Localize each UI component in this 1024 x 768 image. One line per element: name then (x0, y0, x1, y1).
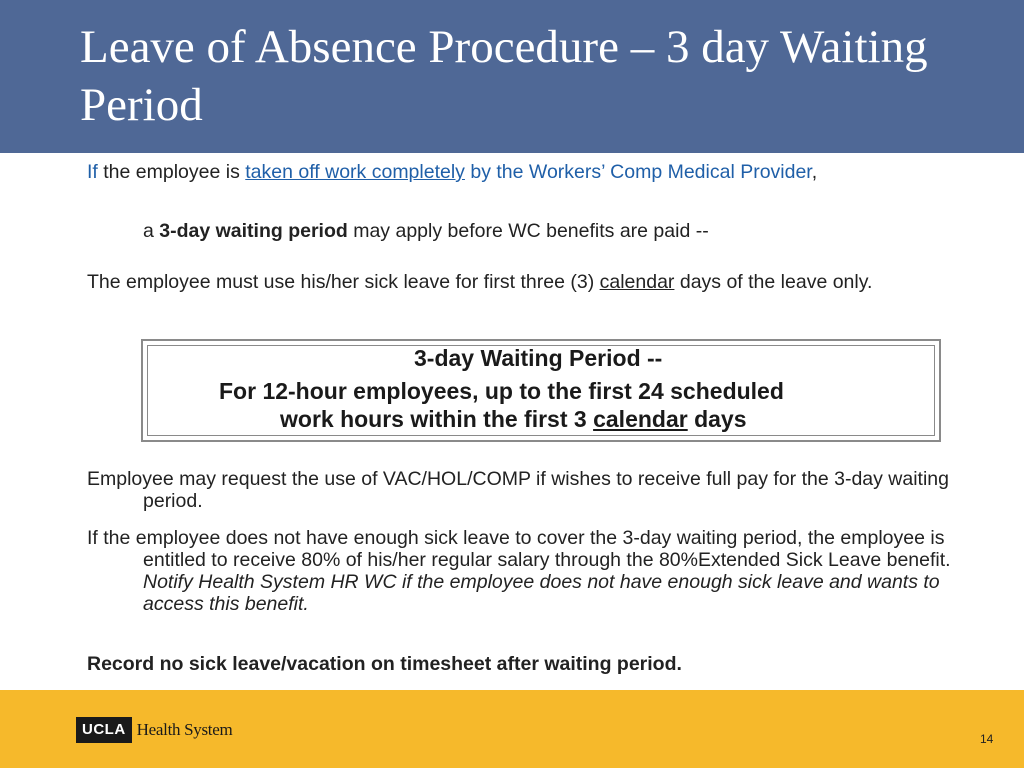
callout-calendar: calendar (593, 406, 688, 432)
p5-italic: Notify Health System HR WC if the employee does not have enough sick leave and wants to access this benefit. (143, 571, 940, 615)
page-number: 14 (980, 732, 994, 746)
ucla-health-logo (76, 717, 232, 743)
p2-bold: 3-day waiting period (159, 220, 348, 242)
logo-text: Health System (136, 720, 233, 739)
p3-text1: The employee must use his/her sick leave for first three (3) (87, 271, 600, 293)
paragraph-extended-sick-leave (87, 527, 1003, 615)
paragraph-vac-hol-comp: Employee may request the use of VAC/HOL/COMP if wishes to receive full pay for the 3-day waiting period. (87, 468, 949, 512)
taken-off-work-link[interactable]: taken off work completely (245, 161, 465, 183)
waiting-period-callout (141, 339, 941, 442)
p2-a: a (143, 220, 160, 242)
p3-calendar: calendar (599, 271, 675, 293)
paragraph-waiting-period (143, 220, 943, 242)
callout-line2: For 12-hour employees, up to the first 24 scheduled (219, 378, 784, 404)
if-word: If (87, 161, 98, 183)
paragraph-record-timesheet: Record no sick leave/vacation on timesheet after waiting period. (87, 653, 682, 675)
slide-title: Leave of Absence Procedure – 3 day Waiting Period (80, 21, 928, 131)
paragraph-sick-leave (87, 271, 1003, 293)
title-bar (0, 0, 1024, 153)
p5-text: If the employee does not have enough sick leave to cover the 3-day waiting period, the employee is entitled to receive 80% of his/her regular salary through the 80%Extended Sick Leave benefit. (87, 527, 951, 571)
callout-line3-post: days (687, 406, 747, 432)
p2-rest: may apply before WC benefits are paid -- (347, 220, 709, 242)
callout-line3 (280, 405, 747, 433)
p1-text2: by the Workers’ Comp Medical Provider (464, 161, 812, 183)
callout-line3-pre: work hours within the first 3 (280, 406, 594, 432)
paragraph-if-employee (87, 161, 1003, 183)
p1-text1: the employee is (97, 161, 246, 183)
callout-line1: 3-day Waiting Period -- (414, 345, 663, 371)
p1-comma: , (811, 161, 818, 183)
logo-mark: UCLA (76, 717, 132, 743)
p3-text2: days of the leave only. (674, 271, 873, 293)
